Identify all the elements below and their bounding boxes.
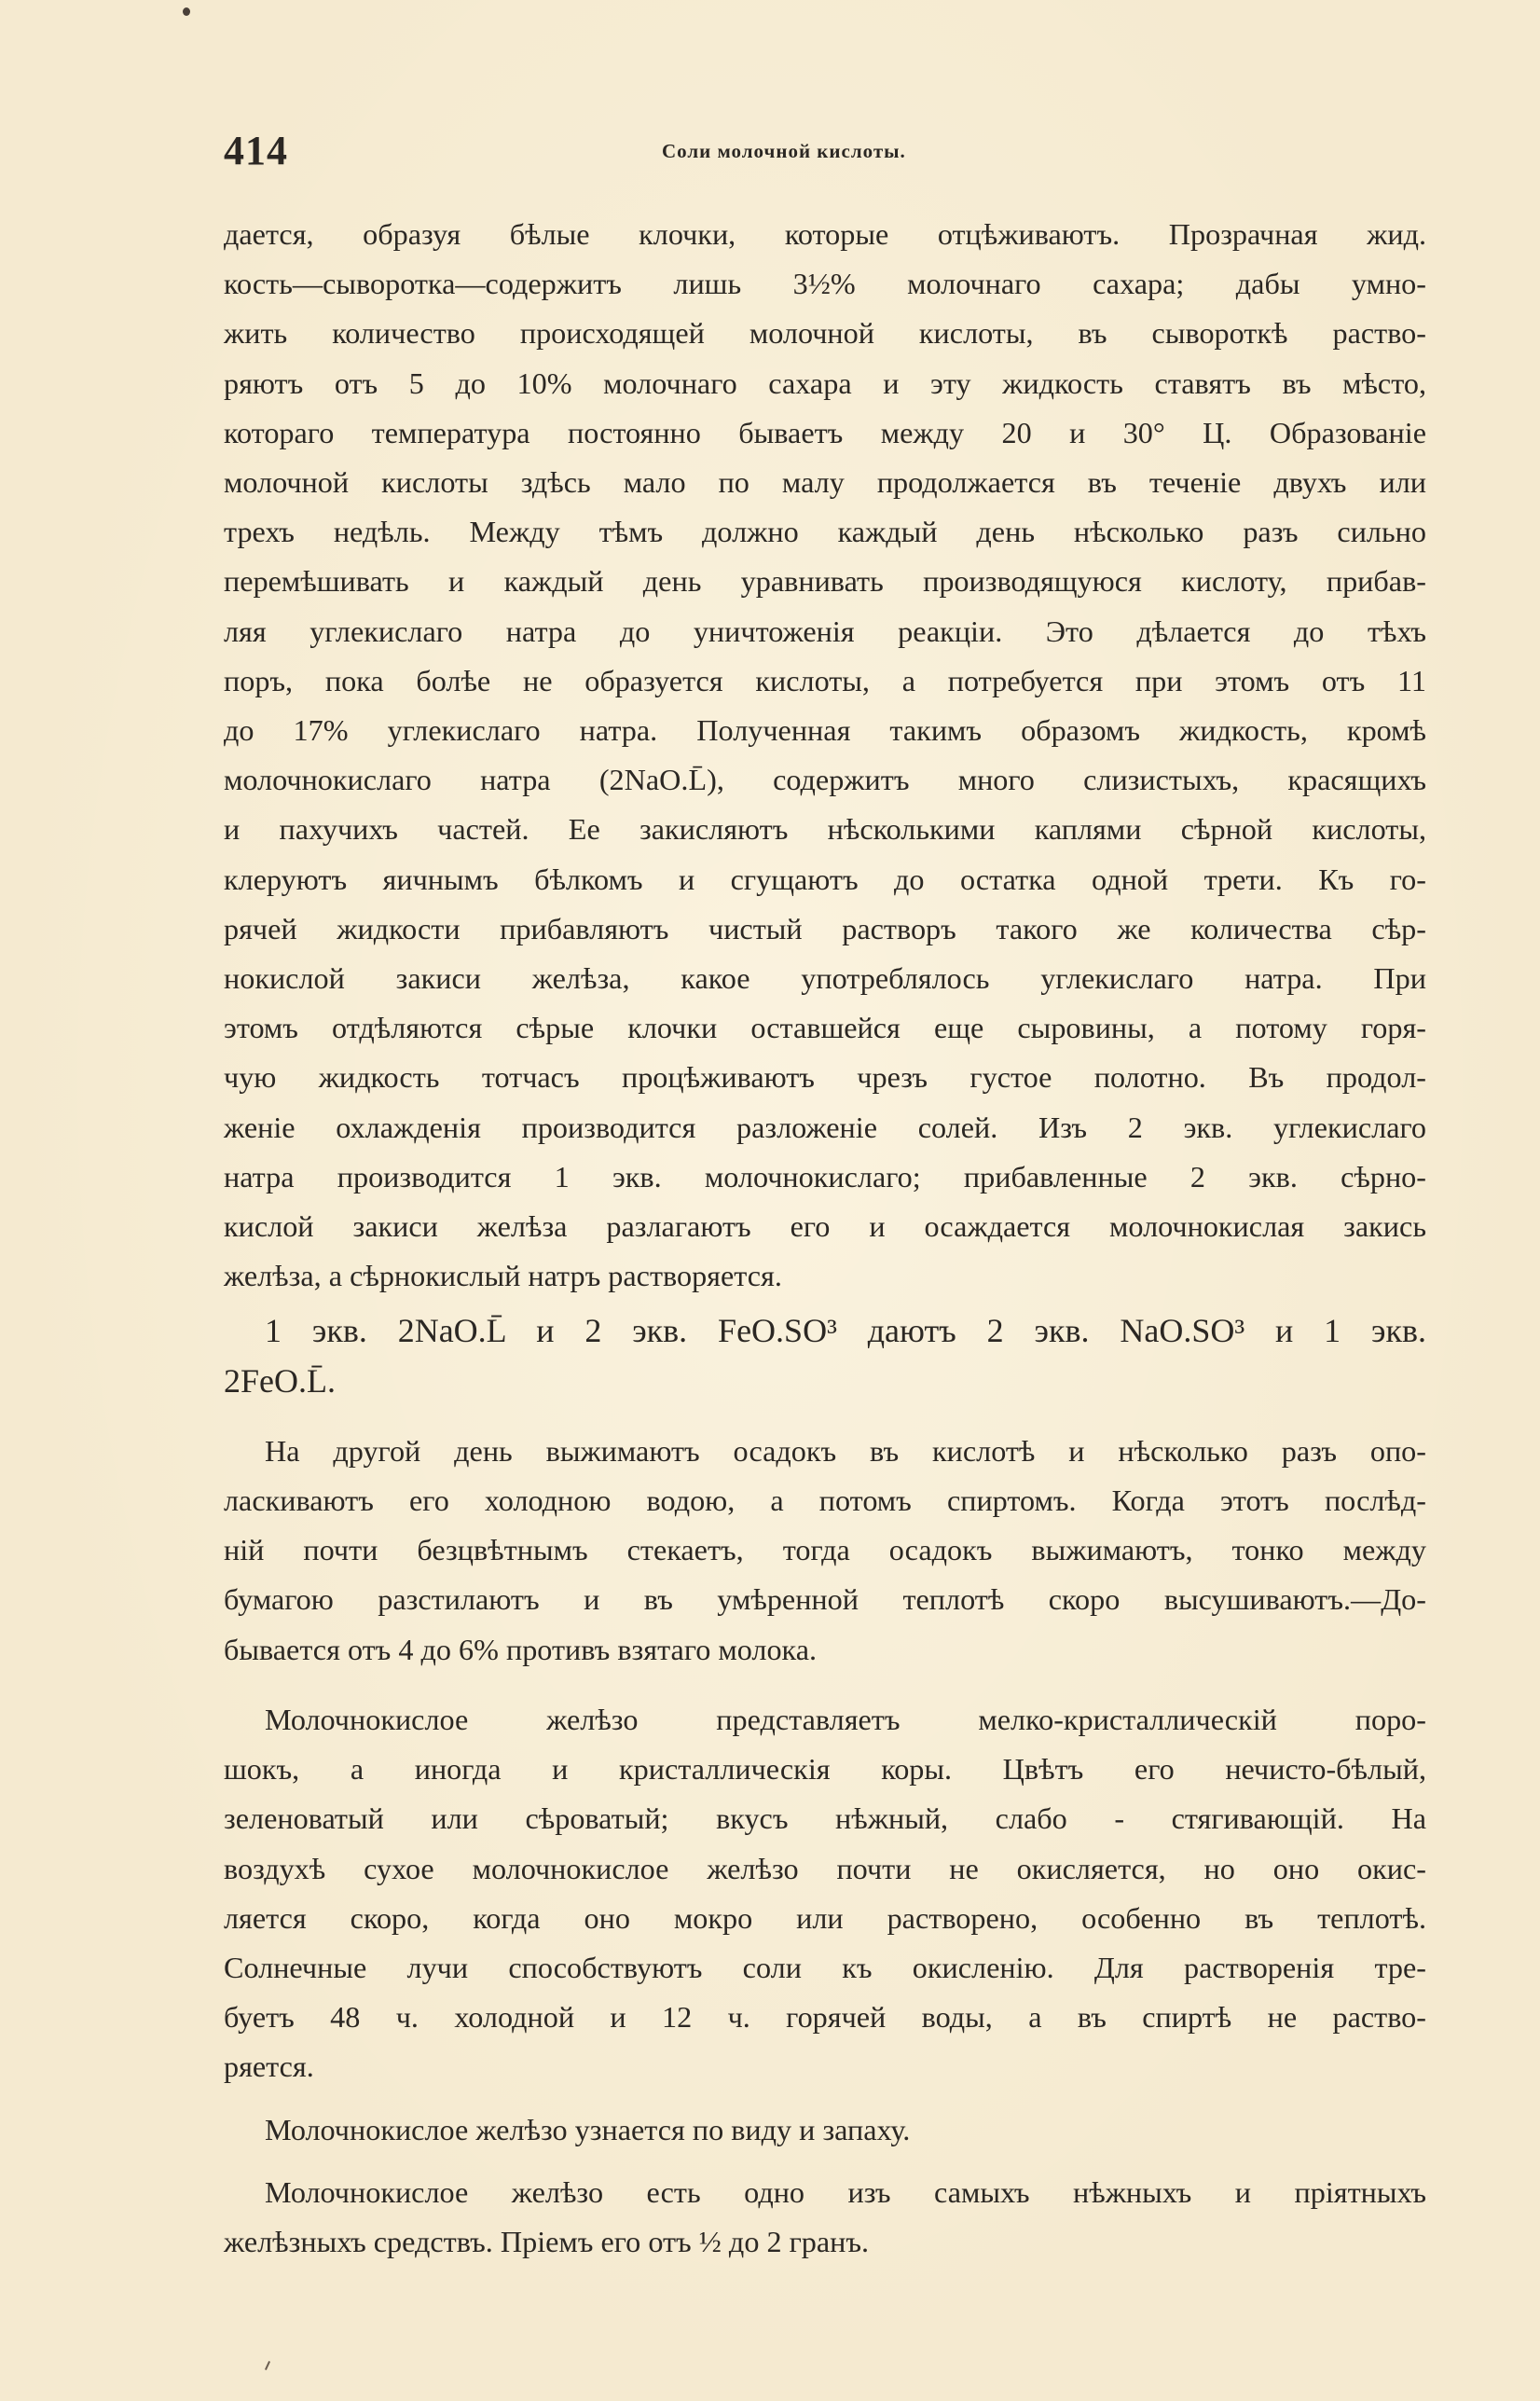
- text-line: бумагою разстилаютъ и въ умѣренной теплотѣ скоро высушиваютъ.—До-: [224, 1582, 1426, 1617]
- formula-line: 2FeO.L̄.: [224, 1361, 336, 1400]
- paragraph-properties: [224, 1695, 1426, 2092]
- text-line: дается, образуя бѣлые клочки, которые отцѣживаютъ. Прозрачная жид.: [224, 217, 1426, 251]
- paragraph-preparation: [224, 210, 1426, 1301]
- text-line: перемѣшивать и каждый день уравнивать производящуюся кислоту, прибав-: [224, 564, 1426, 599]
- text-line: Молочнокислое желѣзо представляетъ мелко-кристаллическій поро-: [265, 1702, 1426, 1736]
- page-number: 414: [224, 128, 288, 173]
- text-line: рячей жидкости прибавляютъ чистый растворъ такого же количества сѣр-: [224, 911, 1426, 945]
- text-line: желѣзныхъ средствъ. Пріемъ его отъ ½ до 2 гранъ.: [224, 2224, 870, 2258]
- text-line: буетъ 48 ч. холодной и 12 ч. горячей воды, а въ спиртѣ не раство-: [224, 2000, 1426, 2035]
- formula-line: 1 экв. 2NaO.L̄ и 2 экв. FeO.SO³ даютъ 2 экв. NaO.SO³ и 1 экв.: [265, 1312, 1426, 1350]
- text-line: до 17% углекислаго натра. Полученная такимъ образомъ жидкость, кромѣ: [224, 713, 1426, 748]
- margin-mark: [265, 2361, 270, 2370]
- text-line: клеруютъ яичнымъ бѣлкомъ и сгущаютъ до остатка одной трети. Къ го-: [224, 862, 1426, 896]
- text-line: зеленоватый или сѣроватый; вкусъ нѣжный, слабо - стягивающій. На: [224, 1801, 1426, 1836]
- text-line: трехъ недѣль. Между тѣмъ должно каждый день нѣсколько разъ сильно: [224, 515, 1426, 549]
- paragraph-dosage: [224, 2168, 1426, 2267]
- text-line: ляя углекислаго натра до уничтоженія реакціи. Это дѣлается до тѣхъ: [224, 614, 1426, 648]
- text-line: чую жидкость тотчасъ процѣживаютъ чрезъ густое полотно. Въ продол-: [224, 1060, 1426, 1095]
- text-line: и пахучихъ частей. Ее закисляютъ нѣсколькими каплями сѣрной кислоты,: [224, 812, 1426, 847]
- text-line: поръ, пока болѣе не образуется кислоты, а потребуется при этомъ отъ 11: [224, 663, 1426, 697]
- text-line: жить количество происходящей молочной кислоты, въ сывороткѣ раство-: [224, 316, 1426, 351]
- text-line: Молочнокислое желѣзо есть одно изъ самыхъ нѣжныхъ и пріятныхъ: [265, 2174, 1426, 2209]
- text-line: шокъ, а иногда и кристаллическія коры. Цвѣтъ его нечисто-бѣлый,: [224, 1752, 1426, 1787]
- running-title: Соли молочной кислоты.: [662, 140, 906, 162]
- text-line: молочной кислоты здѣсь мало по малу продолжается въ теченіе двухъ или: [224, 465, 1426, 500]
- text-line: натра производится 1 экв. молочнокислаго; прибавленные 2 экв. сѣрно-: [224, 1159, 1426, 1194]
- text-line: желѣза, а сѣрнокислый натръ растворяется.: [224, 1259, 782, 1293]
- text-line: ряется.: [224, 2049, 314, 2084]
- text-line: Солнечные лучи способствуютъ соли къ окисленію. Для растворенія тре-: [224, 1950, 1426, 1984]
- text-line: кислой закиси желѣза разлагаютъ его и осаждается молочнокислая закись: [224, 1209, 1426, 1244]
- text-line: ласкиваютъ его холодною водою, а потомъ спиртомъ. Когда этотъ послѣд-: [224, 1483, 1426, 1518]
- text-line: бывается отъ 4 до 6% противъ взятаго молока.: [224, 1632, 818, 1666]
- text-line: молочнокислаго натра (2NaO.L̄), содержитъ много слизистыхъ, красящихъ: [224, 763, 1426, 797]
- text-line: женіе охлажденія производится разложеніе солей. Изъ 2 экв. углекислаго: [224, 1110, 1426, 1144]
- text-line: котораго температура постоянно бываетъ между 20 и 30° Ц. Образованіе: [224, 415, 1426, 449]
- body-text: [224, 210, 1426, 2267]
- ink-speck: [183, 7, 190, 16]
- paragraph-washing: [224, 1427, 1426, 1675]
- text-line: На другой день выжимаютъ осадокъ въ кислотѣ и нѣсколько разъ опо-: [265, 1433, 1426, 1468]
- text-line: этомъ отдѣляются сѣрые клочки оставшейся еще сыровины, а потому горя-: [224, 1011, 1426, 1045]
- text-line: ляется скоро, когда оно мокро или растворено, особенно въ теплотѣ.: [224, 1900, 1426, 1935]
- text-line: кость—сыворотка—содержитъ лишь 3½% молочнаго сахара; дабы умно-: [224, 267, 1426, 301]
- text-line: ряютъ отъ 5 до 10% молочнаго сахара и эту жидкость ставятъ въ мѣсто,: [224, 366, 1426, 400]
- paragraph-formula: [224, 1306, 1426, 1405]
- text-line: нокислой закиси желѣза, какое употреблялось углекислаго натра. При: [224, 961, 1426, 996]
- paragraph-recognition: [224, 2105, 1426, 2155]
- text-line: воздухѣ сухое молочнокислое желѣзо почти не окисляется, но оно окис-: [224, 1851, 1426, 1885]
- page-header: [224, 127, 1436, 183]
- text-line: ній почти безцвѣтнымъ стекаетъ, тогда осадокъ выжимаютъ, тонко между: [224, 1533, 1426, 1567]
- text-line: Молочнокислое желѣзо узнается по виду и запаху.: [265, 2112, 911, 2146]
